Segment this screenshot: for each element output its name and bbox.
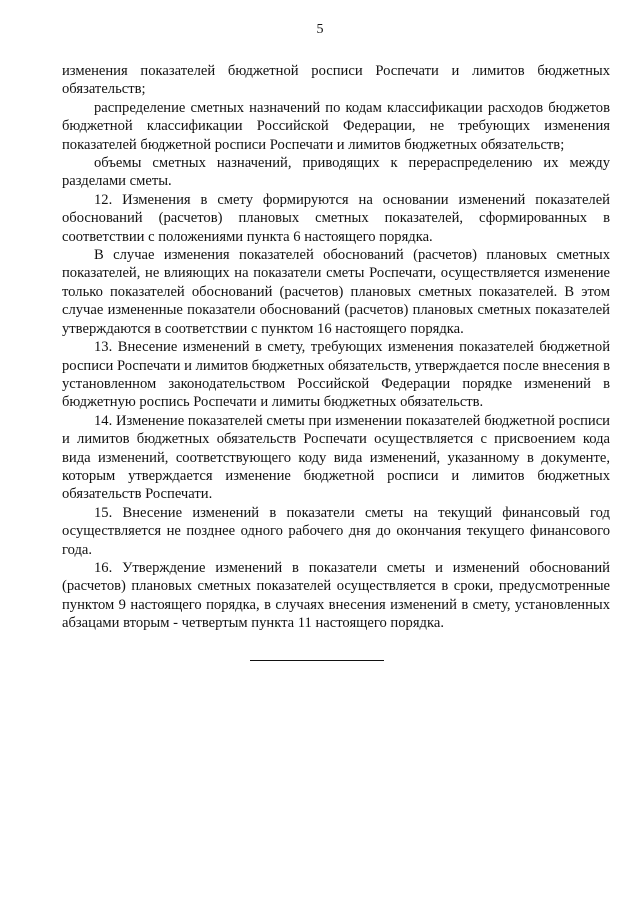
paragraph-item-13: 13. Внесение изменений в смету, требующих изменения показателей бюджетной росписи Роспечати и лимитов бюджетных обязательств, утверждается после внесения в установленном законодательством Российской Федерации порядке изменений в бюджетную роспись Роспечати и лимиты бюджетных обязательств.: [62, 339, 610, 411]
document-body: [62, 62, 610, 633]
paragraph-item-12-case: В случае изменения показателей обоснований (расчетов) плановых сметных показателей, не влияющих на показатели сметы Роспечати, осуществляется изменение только показателей обоснований (расчетов) плановых сметных показателей. В этом случае измененные показатели обоснований (расчетов) плановых сметных показателей утверждаются в соответствии с пунктом 16 настоящего порядка.: [62, 247, 610, 337]
page-number: 5: [316, 22, 324, 37]
paragraph-item-16: 16. Утверждение изменений в показатели сметы и изменений обоснований (расчетов) плановых сметных показателей осуществляется в сроки, предусмотренные пунктом 9 настоящего порядка, в случаях внесения изменений в смету, установленных абзацами вторым - четвертым пункта 11 настоящего порядка.: [62, 559, 610, 632]
paragraph-item-15: 15. Внесение изменений в показатели сметы на текущий финансовый год осуществляется не позднее одного рабочего дня до окончания текущего финансового года.: [62, 504, 610, 558]
footer-divider: [250, 660, 384, 661]
paragraph-distribution: распределение сметных назначений по кодам классификации расходов бюджетов бюджетной классификации Российской Федерации, не требующих изменения показателей бюджетной росписи Роспечати и лимитов бюджетных обязательств;: [62, 99, 610, 153]
paragraph-continuation: изменения показателей бюджетной росписи Роспечати и лимитов бюджетных обязательств;: [62, 63, 610, 98]
paragraph-item-14: 14. Изменение показателей сметы при изменении показателей бюджетной росписи и лимитов бюджетных обязательств Роспечати осуществляется с присвоением кода вида изменений, соответствующего коду вида изменений, указанному в документе, которым утверждается изменение бюджетной росписи и лимитов бюджетных обязательств Роспечати.: [62, 412, 610, 503]
paragraph-volumes: объемы сметных назначений, приводящих к перераспределению их между разделами сметы.: [62, 155, 610, 190]
paragraph-item-12: 12. Изменения в смету формируются на основании изменений показателей обоснований (расчетов) плановых сметных показателей, сформированных в соответствии с положениями пункта 6 настоящего порядка.: [62, 191, 610, 245]
